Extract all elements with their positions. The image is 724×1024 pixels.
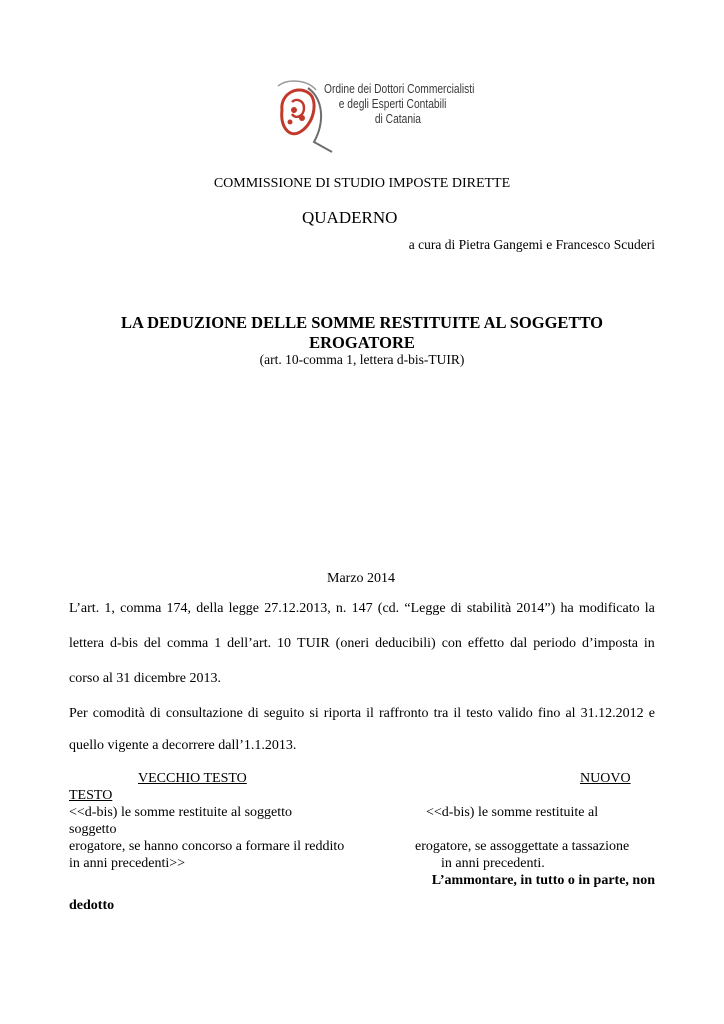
title-line-2: EROGATORE: [309, 333, 415, 352]
logo: [274, 80, 475, 154]
new-text-heading-cont: TESTO: [69, 788, 113, 803]
paragraph-1-line-3: corso al 31 dicembre 2013.: [69, 671, 222, 686]
old-text-line-3: in anni precedenti>>: [69, 856, 186, 871]
logo-line-1: Ordine dei Dottori Commercialisti: [324, 82, 475, 96]
logo-text: [324, 82, 474, 127]
paragraph-2-line-1: Per comodità di consultazione di seguito si riporta il raffronto tra il testo valido fino al 31.12.2012 e: [69, 706, 655, 721]
new-text-line-3: in anni precedenti.: [441, 856, 545, 871]
old-text-line-2: erogatore, se hanno concorso a formare il reddito: [69, 839, 345, 854]
paragraph-1-line-1: L’art. 1, comma 174, della legge 27.12.2013, n. 147 (cd. “Legge di stabilità 2014”) ha modificato la: [69, 601, 655, 616]
new-text-line-1: <<d-bis) le somme restituite al: [426, 805, 599, 820]
logo-line-2: e degli Esperti Contabili: [338, 97, 447, 111]
new-text-line-5: dedotto: [69, 898, 115, 913]
old-text-heading: VECCHIO TESTO: [138, 771, 247, 786]
commission-heading: COMMISSIONE DI STUDIO IMPOSTE DIRETTE: [213, 176, 511, 191]
new-text-heading: NUOVO: [580, 771, 631, 786]
curators: a cura di Pietra Gangemi e Francesco Scuderi: [408, 237, 655, 252]
old-text-line-1b: soggetto: [69, 822, 117, 837]
title-line-1: LA DEDUZIONE DELLE SOMME RESTITUITE AL SOGGETTO: [120, 313, 603, 332]
document-date: Marzo 2014: [327, 571, 396, 586]
document-subtitle: (art. 10-comma 1, lettera d-bis-TUIR): [259, 352, 465, 367]
doc-type: QUADERNO: [302, 208, 398, 227]
document-title: [0, 313, 724, 353]
old-text-line-1: <<d-bis) le somme restituite al soggetto: [69, 805, 293, 820]
new-text-line-2: erogatore, se assoggettate a tassazione: [415, 839, 630, 854]
paragraph-1-line-2: lettera d-bis del comma 1 dell’art. 10 TUIR (oneri deducibili) con effetto dal periodo d’imposta in: [69, 636, 655, 651]
paragraph-2-line-2: quello vigente a decorrere dall’1.1.2013.: [69, 738, 297, 753]
logo-line-3: di Catania: [374, 112, 422, 126]
new-text-line-4: L’ammontare, in tutto o in parte, non: [431, 873, 655, 888]
